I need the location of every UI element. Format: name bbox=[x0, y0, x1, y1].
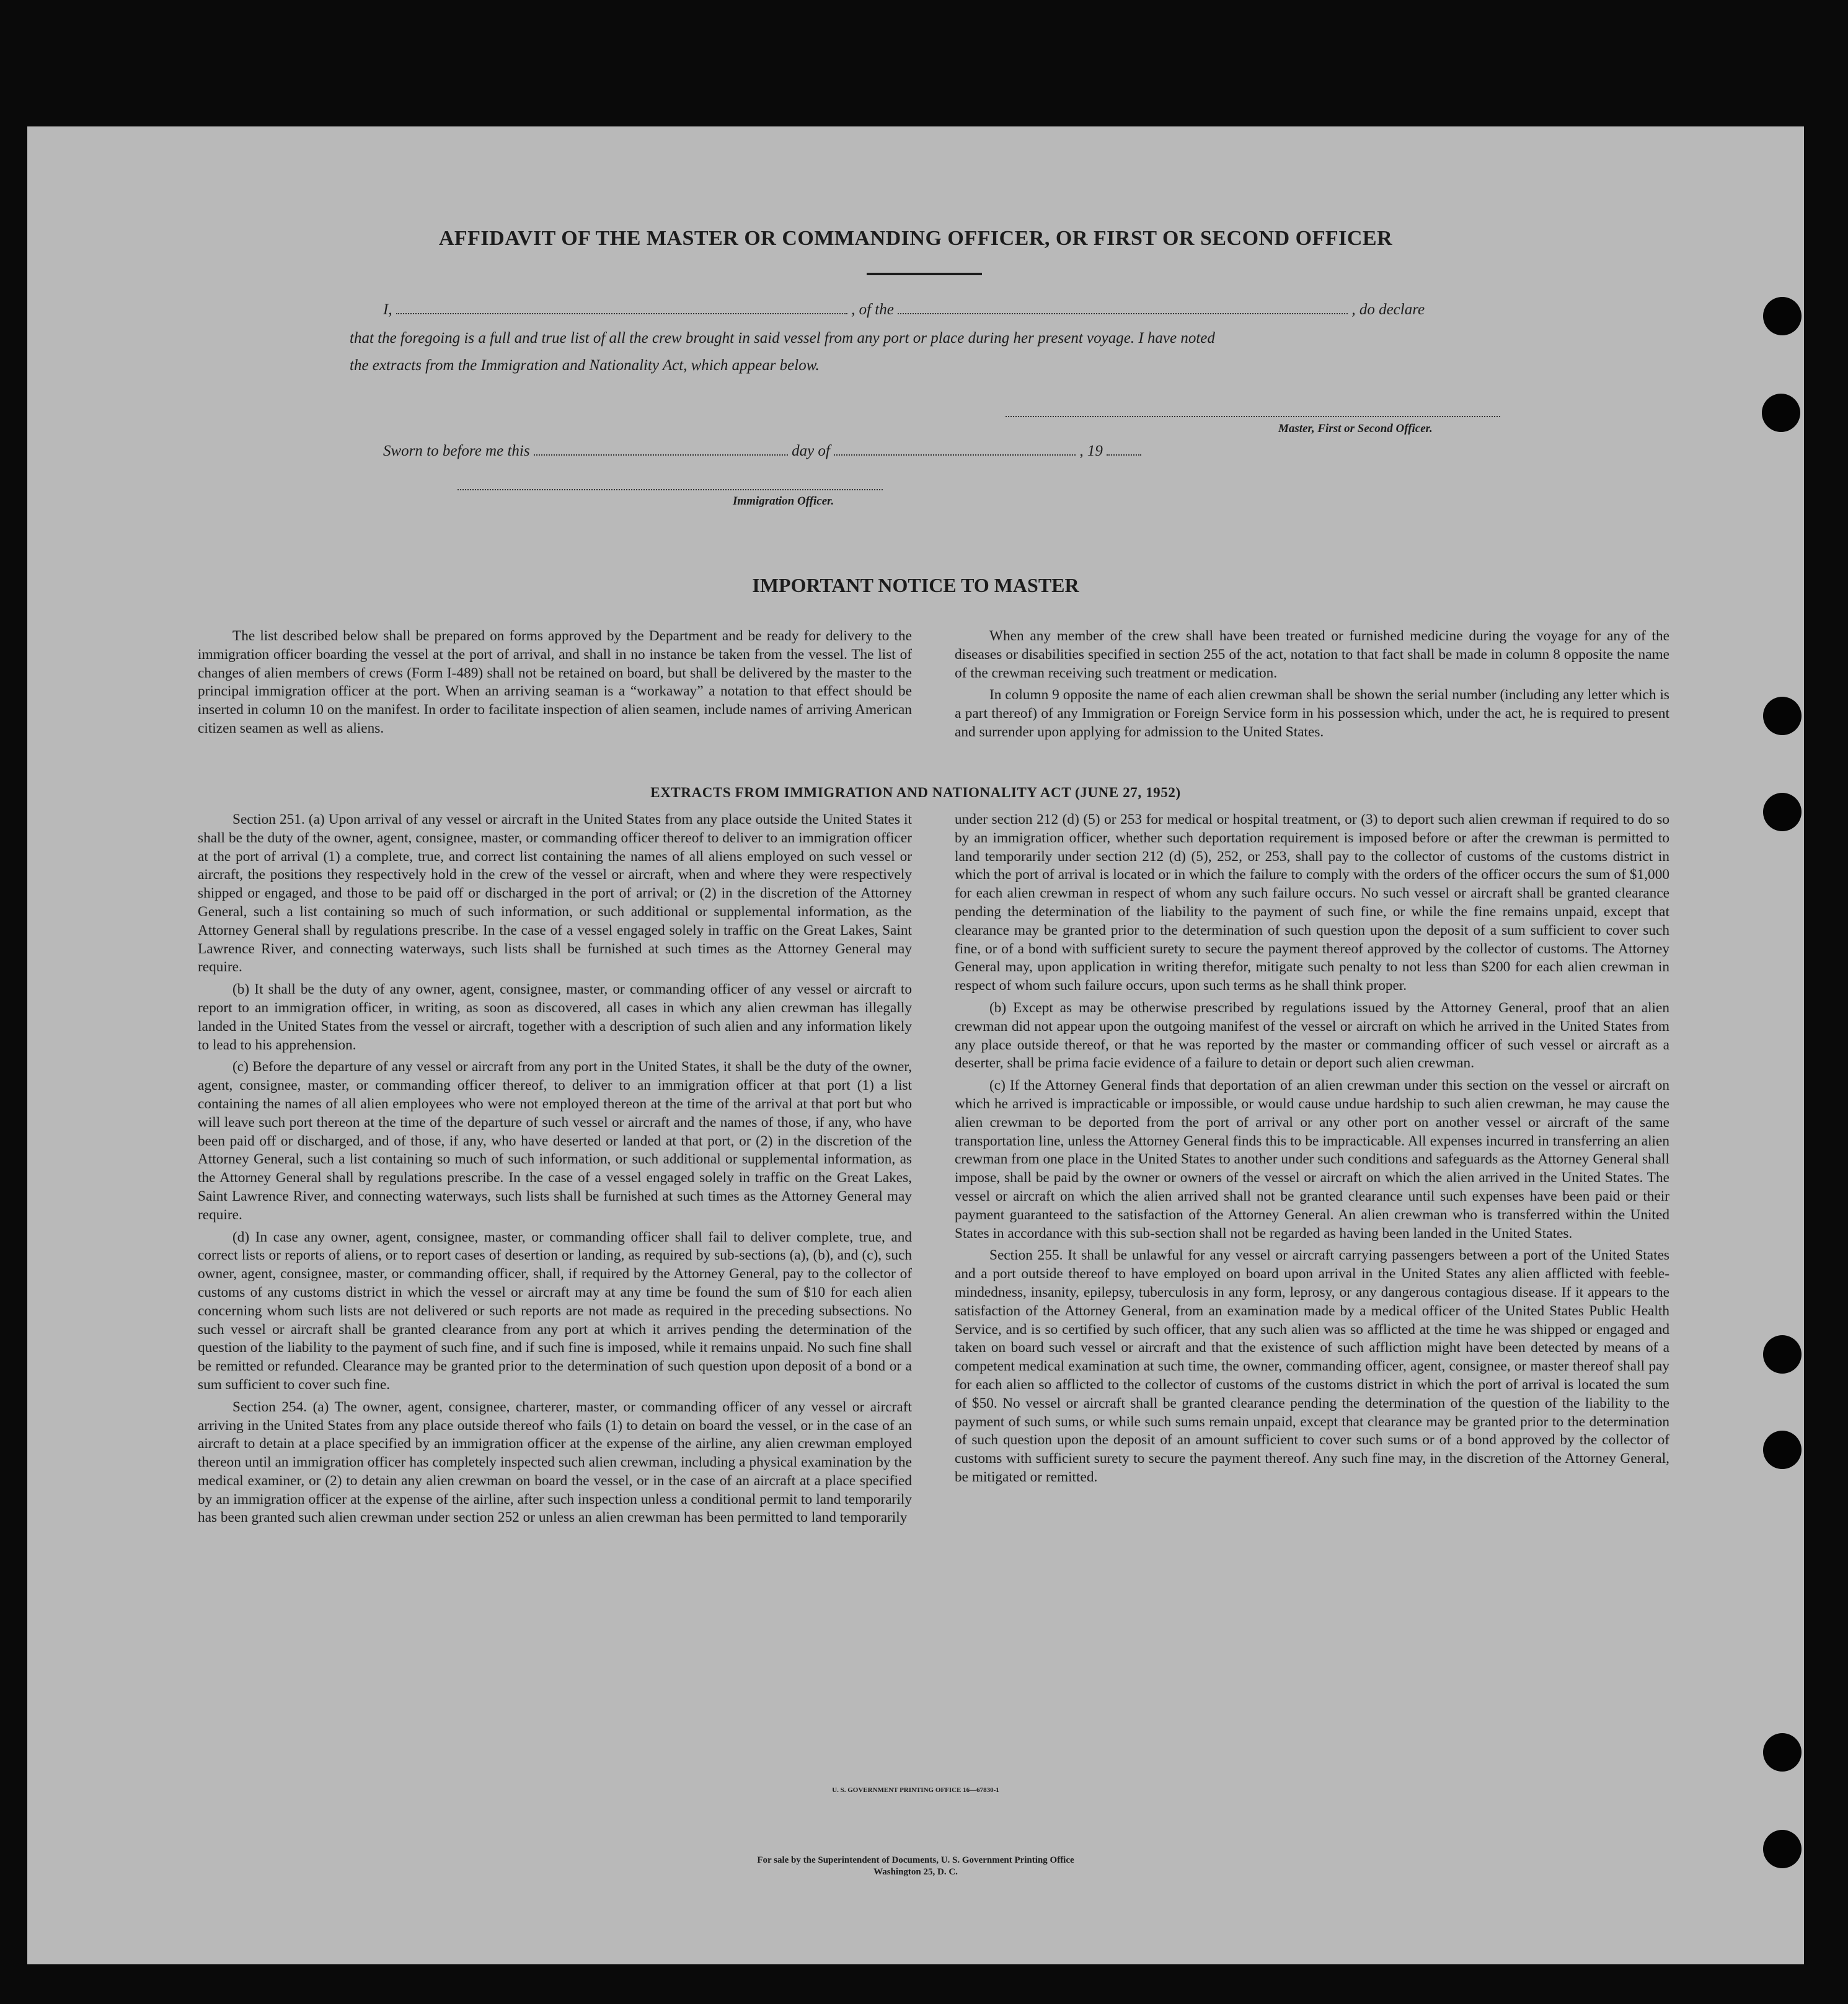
punch-hole bbox=[1762, 394, 1800, 432]
declaration-line-2: that the foregoing is a full and true list of all the crew brought in said vessel from any port or place during her present voyage. I have noted bbox=[350, 330, 1215, 347]
section-251a: Section 251. (a) Upon arrival of any vessel or aircraft in the United States from any place outside the United States it shall be the duty of the owner, agent, consignee, master, or commanding officer thereof to deliver to an immigration officer at the port of arrival (1) a complete, true, and correct list containing the names of all aliens employed on such vessel or aircraft, the positions they respectively hold in the crew of the vessel or aircraft, when and where they were respectively shipped or engaged, and those to be paid off or discharged in the port of arrival; or (2) in the discretion of the Attorney General, such a list containing so much of such information, or such additional or supplemental information, as the Attorney General shall by regulations prescribe. In the case of a vessel engaged solely in traffic on the Great Lakes, Saint Lawrence River, and connecting waterways, such lists shall be furnished at such times as the Attorney General may require. bbox=[198, 811, 912, 976]
sworn-year-blank[interactable] bbox=[1107, 454, 1141, 456]
title-underline bbox=[867, 273, 982, 275]
section-254c: (c) If the Attorney General finds that deportation of an alien crewman under this section on the vessel or aircraft on which he arrived is impracticable or impossible, or would cause undue hardship to such alien crewman, he may cause the alien crewman to be deported from the port of arrival or any other port on another vessel or aircraft of the same transportation line, unless the Attorney General finds this to be impracticable. All expenses incurred in transferring an alien crewman from one place in the United States to another under such conditions and safeguards as the Attorney General shall impose, shall be paid by the owner or owners of the vessel or aircraft on which the alien arrived in the United States. The vessel or aircraft on which the alien arrived shall not be granted clearance until such expenses have been paid or their payment guaranteed to the satisfaction of the Attorney General. An alien crewman who is transferred within the United States in accordance with this sub-section shall not be regarded as having been landed in the United States. bbox=[955, 1077, 1669, 1242]
punch-hole bbox=[1763, 297, 1802, 335]
declaration-of-the: , of the bbox=[851, 301, 894, 318]
sworn-to-label: Sworn to before me this bbox=[383, 443, 530, 459]
printing-office-note: U. S. GOVERNMENT PRINTING OFFICE 16—67830-1 bbox=[832, 1786, 999, 1794]
declaration-do-declare: , do declare bbox=[1351, 301, 1425, 318]
immigration-officer-signature-line[interactable] bbox=[458, 489, 883, 490]
extracts-right-column bbox=[955, 811, 1669, 1491]
day-of-label: day of bbox=[792, 443, 830, 459]
section-254a: Section 254. (a) The owner, agent, consignee, charterer, master, or commanding officer of any vessel or aircraft arriving in the United States from any place outside thereof who fails (1) to detain on board the vessel, or in the case of an aircraft to detain at a place specified by an immigration officer at the expense of the airline, any alien crewman employed thereon until an immigration officer has completely inspected such alien crewman, including a physical examination by the medical examiner, or (2) to detain any alien crewman on board the vessel, or in the case of an aircraft at a place specified by an immigration officer at the expense of the airline, after such inspection unless a conditional permit to land temporarily has been granted such alien crewman under section 252 or unless an alien crewman has been permitted to land temporarily bbox=[198, 1398, 912, 1526]
punch-hole bbox=[1763, 793, 1802, 831]
immigration-caption: Immigration Officer. bbox=[733, 495, 834, 508]
notice-title: IMPORTANT NOTICE TO MASTER bbox=[752, 574, 1079, 596]
notice-left-column bbox=[198, 627, 912, 742]
notice-left-paragraph: The list described below shall be prepared on forms approved by the Department and be ready for delivery to the immigration officer boarding the vessel at the port of arrival, and shall in no instance be taken from the vessel. The list of changes of alien members of crews (Form I-489) shall not be retained on board, but shall be delivered by the master to the principal immigration officer at the port. When an arriving seaman is a “workaway” a notation to that effect should be inserted in column 10 on the manifest. In order to facilitate inspection of alien seamen, include names of arriving American citizen seamen as well as aliens. bbox=[198, 628, 912, 736]
year-label: , 19 bbox=[1079, 443, 1103, 459]
section-251c: (c) Before the departure of any vessel or aircraft from any port in the United States, it shall be the duty of the owner, agent, consignee, master, or commanding officer thereof, to deliver to an immigration officer at that port (1) a list containing the names of all alien employees who were not employed thereon at the time of the arrival at that port but who will leave such port thereon at the time of the departure of such vessel or aircraft and the names of those, if any, who have been paid off or discharged, and of those, if any, who have deserted or landed at that port, or (2) in the discretion of the Attorney General, such a list containing so much of such information, or such additional or supplemental information, as the Attorney General shall by regulations prescribe. In the case of a vessel engaged solely in traffic on the Great Lakes, Saint Lawrence River, and connecting waterways, such lists shall be furnished at such times as the Attorney General may require. bbox=[198, 1059, 912, 1223]
section-251b: (b) It shall be the duty of any owner, agent, consignee, master, or commanding officer of any vessel or aircraft to report to an immigration officer, in writing, as soon as discovered, all cases in which any alien crewman has illegally landed in the United States from the vessel or aircraft, together with a description of such alien and any information likely to lead to his apprehension. bbox=[198, 981, 912, 1053]
affidavit-title: AFFIDAVIT OF THE MASTER OR COMMANDING OFFICER, OR FIRST OR SECOND OFFICER bbox=[438, 227, 1393, 250]
for-sale-line-2: Washington 25, D. C. bbox=[873, 1867, 958, 1877]
sworn-month-blank[interactable] bbox=[834, 454, 1076, 456]
sworn-line bbox=[383, 443, 1141, 460]
form-page bbox=[27, 126, 1804, 1964]
punch-hole bbox=[1763, 1431, 1802, 1469]
sworn-day-blank[interactable] bbox=[534, 454, 788, 456]
vessel-blank[interactable] bbox=[898, 312, 1348, 314]
declaration-line-1 bbox=[383, 301, 1425, 319]
section-254a-continued: under section 212 (d) (5) or 253 for medical or hospital treatment, or (3) to deport such alien crewman if required to do so by an immigration officer, whether such deportation requirement is imposed before or after the crewman is permitted to land temporarily under section 212 (d) (5), 252, or 253, shall pay to the collector of customs of the customs district in which the port of arrival is located or in which the failure to comply with the orders of the officer occurs the sum of $1,000 for each alien crewman in respect of whom any such failure occurs. No such vessel or aircraft shall be granted clearance pending the determination of the liability to the payment of such fine, or while the fine remains unpaid, except that clearance may be granted prior to the determination of such question upon the deposit of a sum sufficient to cover such fine, or of a bond with sufficient surety to secure the payment thereof approved by the collector of customs. The Attorney General may, upon application in writing therefor, mitigate such penalty to not less than $200 for each alien crewman in respect of whom such failure occurs, upon such terms as he shall think proper. bbox=[955, 811, 1669, 994]
punch-hole bbox=[1763, 1733, 1802, 1772]
for-sale-note bbox=[27, 1855, 1804, 1878]
punch-hole bbox=[1763, 697, 1802, 735]
master-signature-line[interactable] bbox=[1006, 416, 1500, 417]
extracts-left-column bbox=[198, 811, 912, 1531]
master-caption: Master, First or Second Officer. bbox=[1278, 422, 1433, 435]
section-251d: (d) In case any owner, agent, consignee, master, or commanding officer shall fail to deliver complete, true, and correct lists or reports of aliens, or to report cases of desertion or landing, as required by sub-sections (a), (b), and (c), such owner, agent, consignee, master, or commanding officer, shall, if required by the Attorney General, pay to the collector of customs of any customs district in which the vessel or aircraft may at any time be found the sum of $10 for each alien concerning whom such lists are not delivered or such reports are not made as required in the preceding subsections. No such vessel or aircraft shall be granted clearance from any port at which it arrives pending the determination of the question of the liability to the payment of such fine, and if such fine is imposed, while it remains unpaid. No such fine shall be remitted or refunded. Clearance may be granted prior to the determination of such question upon deposit of a bond or a sum sufficient to cover such fine. bbox=[198, 1229, 912, 1393]
section-255: Section 255. It shall be unlawful for any vessel or aircraft carrying passengers between a port of the United States and a port outside thereof to have employed on board upon arrival in the United States any alien afflicted with feeble-mindedness, insanity, epilepsy, tuberculosis in any form, leprosy, or any dangerous contagious disease. If it appears to the satisfaction of the Attorney General, from an examination made by a medical officer of the United States Public Health Service, and is so certified by such officer, that any such alien was so afflicted at the time he was shipped or engaged and taken on board such vessel or aircraft and that the existence of such affliction might have been detected by means of a competent medical examination at such time, the owner, commanding officer, agent, consignee, or master thereof shall pay for each alien so afflicted to the collector of customs of the customs district in which the port of arrival is located the sum of $50. No vessel or aircraft shall be granted clearance pending the determination of the question of the liability to the payment of such sums, or while such sums remain unpaid, except that clearance may be granted prior to the determination of such question upon the deposit of an amount sufficient to cover such sums or of a bond approved by the collector of customs with sufficient surety to secure the payment thereof. Any such fine may, in the discretion of the Attorney General, be mitigated or remitted. bbox=[955, 1247, 1669, 1485]
extracts-title: EXTRACTS FROM IMMIGRATION AND NATIONALITY ACT (JUNE 27, 1952) bbox=[650, 785, 1181, 800]
section-254b: (b) Except as may be otherwise prescribed by regulations issued by the Attorney General, proof that an alien crewman did not appear upon the outgoing manifest of the vessel or aircraft on which he arrived in the United States from any place outside thereof, or that he was reported by the master or commanding officer of such vessel or aircraft as a deserter, shall be prima facie evidence of a failure to detain or deport such alien crewman. bbox=[955, 999, 1669, 1072]
notice-right-paragraph: In column 9 opposite the name of each alien crewman shall be shown the serial number (including any letter which is a part thereof) of any Immigration or Foreign Service form in his possession which, under the act, he is required to present and surrender upon applying for admission to the United States. bbox=[955, 687, 1669, 740]
name-blank[interactable] bbox=[396, 312, 847, 314]
notice-right-column bbox=[955, 627, 1669, 746]
punch-hole bbox=[1763, 1335, 1802, 1374]
declaration-i: I, bbox=[383, 301, 392, 318]
punch-hole bbox=[1763, 1830, 1802, 1868]
for-sale-line-1: For sale by the Superintendent of Documents, U. S. Government Printing Office bbox=[757, 1855, 1074, 1865]
notice-right-paragraph: When any member of the crew shall have been treated or furnished medicine during the voyage for any of the diseases or disabilities specified in section 255 of the act, notation to that fact shall be made in column 8 opposite the name of the crewman receiving such treatment or medication. bbox=[955, 628, 1669, 681]
declaration-line-3: the extracts from the Immigration and Nationality Act, which appear below. bbox=[350, 357, 820, 374]
